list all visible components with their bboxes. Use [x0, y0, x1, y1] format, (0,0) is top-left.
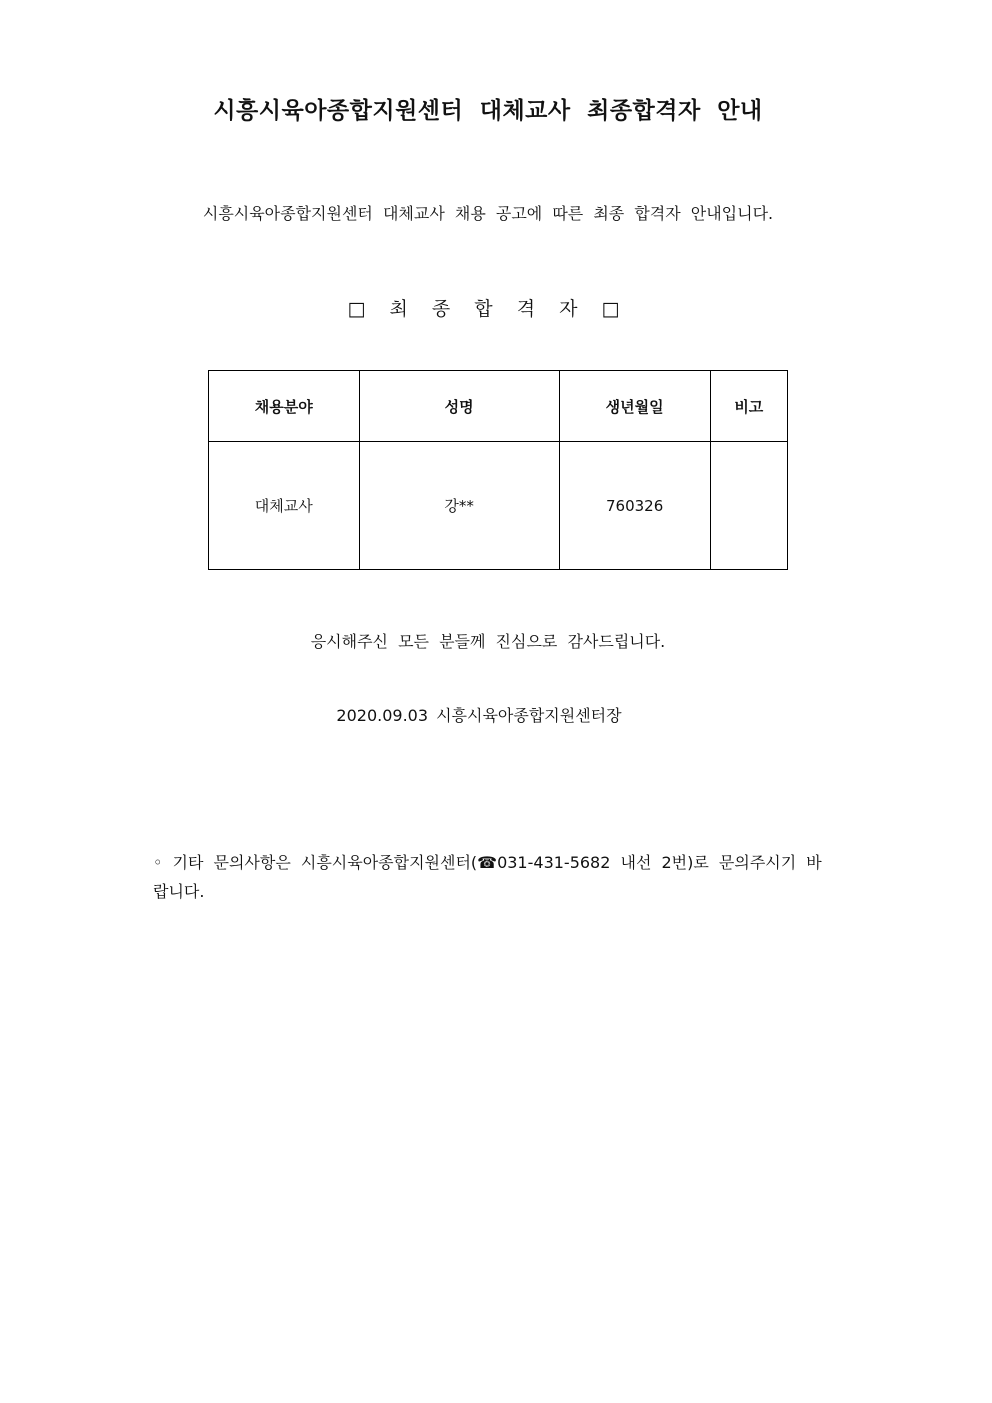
cell-name: 강** — [359, 442, 559, 570]
header-name: 성명 — [359, 371, 559, 442]
document-title: 시흥시육아종합지원센터 대체교사 최종합격자 안내 — [213, 98, 763, 124]
section-heading: □ 최 종 합 격 자 □ — [347, 298, 629, 320]
table-header-row — [209, 371, 788, 442]
cell-birthdate: 760326 — [559, 442, 710, 570]
header-field: 채용분야 — [209, 371, 360, 442]
thanks-text: 응시해주신 모든 분들께 진심으로 감사드립니다. — [310, 632, 666, 651]
header-note: 비고 — [710, 371, 787, 442]
cell-note — [710, 442, 787, 570]
header-birthdate: 생년월일 — [559, 371, 710, 442]
results-table — [208, 370, 788, 570]
cell-field: 대체교사 — [209, 442, 360, 570]
contact-notice: ◦ 기타 문의사항은 시흥시육아종합지원센터(☎031-431-5682 내선 2번)로 문의주시기 바랍니다. — [153, 853, 822, 901]
intro-text: 시흥시육아종합지원센터 대체교사 채용 공고에 따른 최종 합격자 안내입니다. — [202, 204, 774, 223]
table-row — [209, 442, 788, 570]
signature-line: 2020.09.03 시흥시육아종합지원센터장 — [336, 706, 622, 725]
